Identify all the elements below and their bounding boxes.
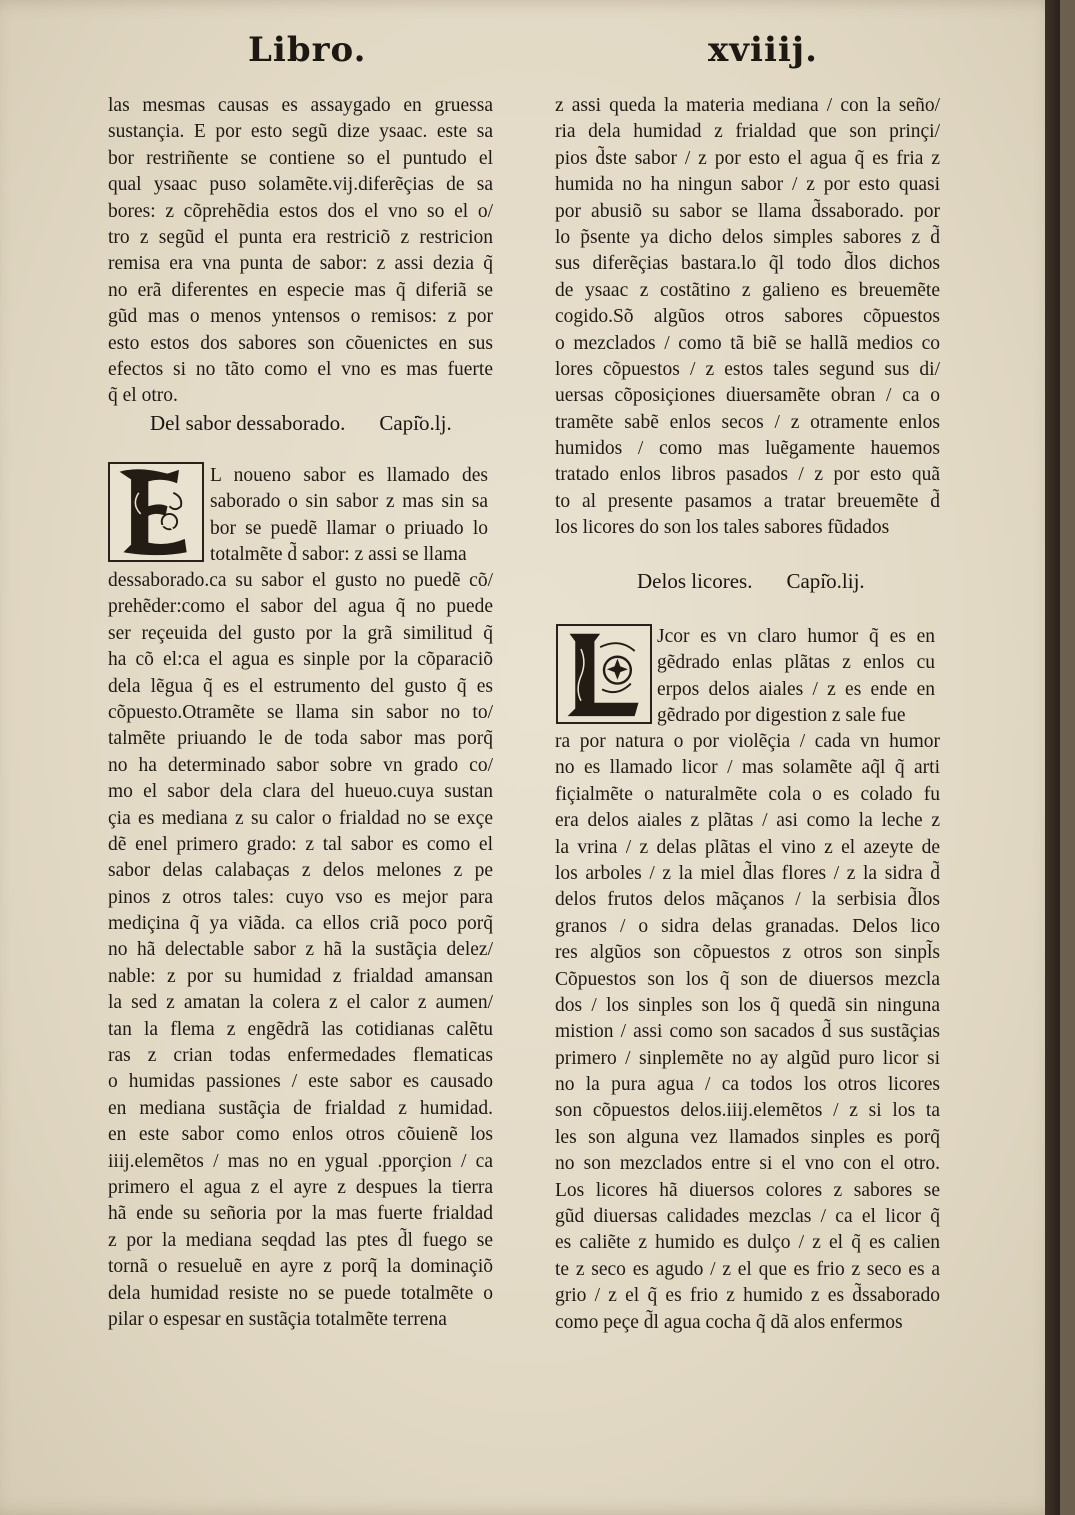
- text-line: hã ende su señoria por la mas fuerte frialdad: [108, 1203, 493, 1225]
- text-line: primero el agua z el ayre z despues la tierra: [108, 1176, 493, 1198]
- text-line: gũd mas o menos yntensos o remisos: z por: [108, 306, 493, 328]
- left-column-body: [108, 568, 493, 1333]
- text-line: dessaborado.ca su sabor el gusto no puedẽ cõ/: [108, 570, 493, 591]
- page-edge: [1045, 0, 1060, 1515]
- text-line: te z seco es agudo / z el que es frio z seco es a: [555, 1258, 940, 1280]
- text-line: ser reçeuida del gusto por la grã similitud q̃: [108, 622, 493, 644]
- text-line: de ysaac z costãtino z galieno es breuemẽte: [555, 279, 940, 301]
- text-line: humida no ha ningun sabor / z por esto quasi: [555, 174, 940, 196]
- text-line: iiij.elemẽtos / mas no en ygual .pporçion / ca: [108, 1150, 493, 1172]
- text-line: pios d̃ste sabor / z por esto el agua q̃ es fria z: [555, 147, 940, 169]
- decorated-initial-icon: [110, 464, 202, 560]
- decorated-initial-icon: [558, 626, 650, 722]
- text-line: no es llamado licor / mas solamẽte aq̃l q̃ arti: [555, 757, 940, 779]
- text-line: pinos z otros tales: cuyo vso es mejor para: [108, 886, 493, 908]
- text-line: cogido.Sõ algũos otros sabores cõpuestos: [555, 306, 940, 328]
- text-line: dẽ enel primero grado: z tal sabor es como el: [108, 833, 493, 855]
- text-line: mediçina q̃ ya viãda. ca ellos criã poco porq̃: [108, 913, 493, 935]
- text-line: tramẽte sabẽ enlos secos / z otramente enlos: [555, 411, 940, 433]
- text-line: los arboles / z la miel d̃las flores / z la sidra d̃: [555, 862, 940, 884]
- text-line: no erã diferentes en especie mas q̃ diferiã se: [108, 279, 493, 301]
- text-line: les son alguna vez llamados sinples es porq̃: [555, 1126, 940, 1148]
- text-line: bores: z cõprehẽdia estos dos el vno so el o/: [108, 200, 493, 222]
- text-line: grio / z el q̃ es frio z humido z es d̃ssaborado: [555, 1285, 940, 1307]
- right-column-body: [555, 729, 940, 1336]
- left-indented-lines: [210, 463, 595, 569]
- text-line: tro z segũd el punta era restriciõ z restricion: [108, 226, 493, 248]
- text-line: o humidas passiones / este sabor es causado: [108, 1071, 493, 1093]
- text-line: primero / sinplemẽte no ay algũd puro licor si: [555, 1047, 940, 1069]
- text-line: efectos si no tãto como el vno es mas fuerte: [108, 358, 493, 380]
- running-head-left: Libro.: [248, 30, 367, 70]
- text-line: mistion / assi como son sacados d̃ sus sustãçias: [555, 1021, 940, 1043]
- text-line: no son mezclados entre si el vno con el otro.: [555, 1153, 940, 1175]
- text-line: saborado o sin sabor z mas sin sa: [210, 491, 488, 513]
- text-line: era delos aiales z plãtas / asi como la leche z: [555, 810, 940, 832]
- text-line: dos / los sinples son los q̃ quedã sin ninguna: [555, 994, 940, 1016]
- text-line: gũd diuersas calidades mezclas / ca el licor q̃: [555, 1206, 940, 1228]
- text-line: sabor delas calabaças z delos melones z pe: [108, 860, 493, 882]
- text-line: gẽdrado por digestion z sale fue: [657, 705, 906, 727]
- chapter-number: Capi͂o.lij.: [786, 569, 865, 593]
- text-line: talmẽte priuando le de toda sabor mas porq̃: [108, 728, 493, 750]
- text-line: lores cõpuestos / z estos tales segund sus di/: [555, 358, 940, 380]
- text-line: por abusiõ su sabor se llama d̃ssaborado. por: [555, 200, 940, 222]
- text-line: z assi queda la materia mediana / con la seño/: [555, 95, 940, 116]
- text-line: no hã delectable sabor z hã la sustãçia delez/: [108, 939, 493, 961]
- text-line: to al presente pasamos a tratar breuemẽte d̃: [555, 490, 940, 512]
- right-indented-lines: [657, 624, 1042, 730]
- text-line: Cõpuestos son los q̃ son de diuersos mezcla: [555, 968, 940, 990]
- text-line: prehẽder:como el sabor del agua q̃ no puede: [108, 596, 493, 618]
- text-line: sustançia. E por esto segũ dize ysaac. este sa: [108, 121, 493, 143]
- text-line: en mediana sustãçia de frialdad z humidad.: [108, 1097, 493, 1119]
- text-line: tornã o resueluẽ en ayre z porq̃ la dominaçiõ: [108, 1256, 493, 1278]
- text-line: q̃ el otro.: [108, 385, 178, 407]
- text-line: sus diferẽçias bastara.lo q̃l todo d̃los dichos: [555, 253, 940, 275]
- chapter-heading-left: [150, 411, 452, 436]
- text-line: Los licores hã diuersos colores z sabores se: [555, 1179, 940, 1201]
- text-line: bor se puedẽ llamar o priuado lo: [210, 517, 488, 539]
- text-line: granos / o sidra delas granadas. Delos lico: [555, 915, 940, 937]
- text-line: gẽdrado enlas plãtas z enlos cu: [657, 652, 935, 674]
- text-line: tan la flema z engẽdrã las cotidianas calẽtu: [108, 1018, 493, 1040]
- text-line: remisa era vna punta de sabor: z assi dezia q̃: [108, 253, 493, 275]
- text-line: en este sabor como enlos otros cõuienẽ los: [108, 1124, 493, 1146]
- text-line: fiçialmẽte o naturalmẽte cola o es colado fu: [555, 783, 940, 805]
- text-line: las mesmas causas es assaygado en gruessa: [108, 95, 493, 116]
- folio-number: xviiij.: [708, 30, 818, 70]
- text-line: los licores do son los tales sabores fũdados: [555, 517, 890, 539]
- text-line: esto estos dos sabores son cõuenictes en sus: [108, 332, 493, 354]
- text-line: cõpuesto.Otramẽte se llama sin sabor no to/: [108, 701, 493, 723]
- text-line: çia es mediana z su calor o frialdad no se exçe: [108, 807, 493, 829]
- chapter-title: Delos licores.: [637, 569, 753, 593]
- text-line: L noueno sabor es llamado des: [210, 465, 488, 486]
- initial-letter-e: [108, 462, 204, 562]
- initial-letter-l: [556, 624, 652, 724]
- chapter-title: Del sabor dessaborado.: [150, 411, 346, 435]
- text-line: dela humidad resiste no se puede totalmẽte o: [108, 1282, 493, 1304]
- text-line: uersas cõposiçiones diuersamẽte obran / ca o: [555, 385, 940, 407]
- text-line: no ha determinado sabor sobre vn grado co/: [108, 754, 493, 776]
- text-line: ria dela humidad z frialdad que son prinçi/: [555, 121, 940, 143]
- text-line: ra por natura o por violẽçia / cada vn humor: [555, 731, 940, 752]
- right-column-top: [555, 93, 940, 542]
- text-line: lo p̃sente ya dicho delos simples sabores z d̃: [555, 226, 940, 248]
- text-line: son cõpuestos delos.iiij.elemẽtos / z si los ta: [555, 1100, 940, 1122]
- text-line: bor restriñente se contiene so el puntudo el: [108, 147, 493, 169]
- chapter-heading-right: [637, 569, 865, 594]
- text-line: nable: z por su humidad z frialdad amansan: [108, 965, 493, 987]
- text-line: pilar o espesar en sustãçia totalmẽte terrena: [108, 1308, 447, 1330]
- text-line: no la pura agua / ca todos los otros licores: [555, 1074, 940, 1096]
- text-line: delos frutos delos mãçanos / la serbisia d̃los: [555, 889, 940, 911]
- text-line: res algũos son cõpuestos z otros son sinpl̃s: [555, 942, 940, 964]
- text-line: como peçe d̃l agua cocha q̃ dã alos enfermos: [555, 1311, 903, 1333]
- text-line: la sed z amatan la colera z el calor z aumen/: [108, 992, 493, 1014]
- chapter-number: Capi͂o.lj.: [379, 411, 452, 435]
- text-line: dela lẽgua q̃ es el estrumento del gusto q̃ es: [108, 675, 493, 697]
- text-line: humidos / como mas luẽgamente hauemos: [555, 438, 940, 460]
- text-line: es caliẽte z humido es dulço / z el q̃ es calien: [555, 1232, 940, 1254]
- text-line: o mezclados / como tã biẽ se hallã medios co: [555, 332, 940, 354]
- text-line: erpos delos aiales / z es ende en: [657, 678, 935, 700]
- left-column-top: [108, 93, 493, 410]
- text-line: mo el sabor dela clara del hueuo.cuya sustan: [108, 781, 493, 803]
- text-line: la vrina / z delas plãtas el vino z el azeyte de: [555, 836, 940, 858]
- text-line: ras z crian todas enfermedades flematicas: [108, 1045, 493, 1067]
- text-line: Jcor es vn claro humor q̃ es en: [657, 626, 935, 647]
- text-line: z por la mediana seqdad las ptes d̃l fuego se: [108, 1229, 493, 1251]
- text-line: ha cõ el:ca el agua es sinple por la cõparaciõ: [108, 649, 493, 671]
- text-line: tratado enlos libros pasados / z por esto quã: [555, 464, 940, 486]
- text-line: qual ysaac puso solamẽte.vij.diferẽçias de sa: [108, 174, 493, 196]
- text-line: totalmẽte d̃ sabor: z assi se llama: [210, 544, 467, 566]
